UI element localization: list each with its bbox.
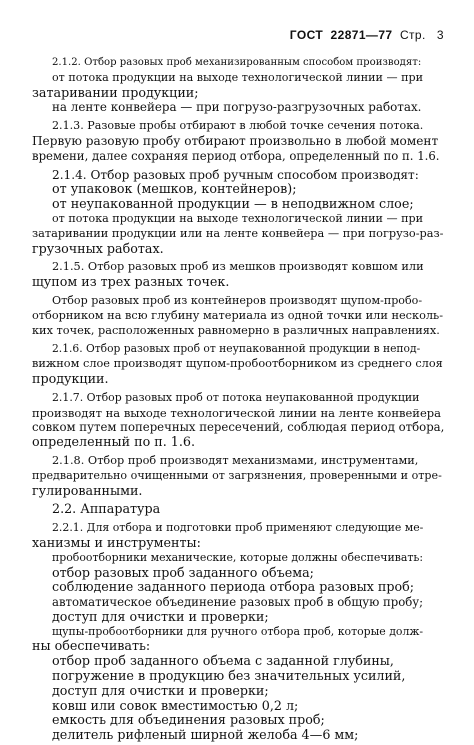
text-line: Отбор разовых проб из контейнеров производят щупом-пробо- xyxy=(52,293,423,307)
text-line: соблюдение заданного периода отбора разовых проб; xyxy=(52,580,415,595)
text-line: ханизмы и инструменты: xyxy=(32,535,201,550)
text-line: Первую разовую пробу отбирают произвольно в любой момент xyxy=(32,133,439,148)
text-line: 2.1.6. Отбор разовых проб от неупакованной продукции в непод- xyxy=(52,342,421,356)
text-line: доступ для очистки и проверки; xyxy=(52,683,269,698)
text-line: затаривании продукции; xyxy=(32,85,199,100)
text-line: продукции. xyxy=(32,371,109,386)
text-line: 2.1.2. Отбор разовых проб механизированным способом производят: xyxy=(52,57,422,68)
text-line: предварительно очищенными от загрязнения, проверенными и отре- xyxy=(32,468,442,482)
page-label: Стр. xyxy=(399,28,426,42)
text-line: 2.1.5. Отбор разовых проб из мешков производят ковшом или xyxy=(52,260,424,274)
text-line: 2.1.7. Отбор разовых проб от потока неупакованной продукции xyxy=(52,390,420,404)
text-line: делитель рифленый ширной желоба 4—6 мм; xyxy=(52,728,359,743)
text-line: емкость для объединения разовых проб; xyxy=(52,713,325,728)
text-line: от упаковок (мешков, контейнеров); xyxy=(52,182,297,197)
text-line: щупом из трех разных точек. xyxy=(32,275,230,290)
text-line: производят на выходе технологической линии на ленте конвейера xyxy=(32,405,441,420)
text-line: грузочных работах. xyxy=(32,241,164,256)
text-line: погружение в продукцию без значительных усилий, xyxy=(52,669,406,684)
text-line: ковш или совок вместимостью 0,2 л; xyxy=(52,698,299,713)
text-line: от потока продукции на выходе технологической линии — при xyxy=(52,70,423,84)
text-line: вижном слое производят щупом-пробоотборником из среднего слоя xyxy=(32,357,443,371)
page-number: 3 xyxy=(436,28,444,42)
text-line: 2.2.1. Для отбора и подготовки проб применяют следующие ме- xyxy=(52,521,424,535)
gost-number: 22871—77 xyxy=(330,28,393,42)
text-line: пробоотборники механические, которые должны обеспечивать: xyxy=(52,550,424,564)
text-line: отбор проб заданного объема с заданной глубины, xyxy=(52,654,394,669)
text-line: от неупакованной продукции — в неподвижном слое; xyxy=(52,197,414,212)
text-line: определенный по п. 1.6. xyxy=(32,435,195,450)
text-line: автоматическое объединение разовых проб в общую пробу; xyxy=(52,595,424,610)
text-line: отбор разовых проб заданного объема; xyxy=(52,565,314,580)
text-line: ны обеспечивать: xyxy=(32,639,151,654)
text-line: 2.1.4. Отбор разовых проб ручным способом производят: xyxy=(52,167,419,182)
text-line: совком путем поперечных пересечений, соблюдая период отбора, xyxy=(32,420,444,435)
page-header xyxy=(290,28,444,42)
text-line: доступ для очистки и проверки; xyxy=(52,609,269,624)
text-line: 2.1.8. Отбор проб производят механизмами, инструментами, xyxy=(52,453,419,467)
text-line: затаривании продукции или на ленте конвейера — при погрузо-раз- xyxy=(32,226,444,240)
text-line: ких точек, расположенных равномерно в различных направлениях. xyxy=(32,323,440,337)
gost-label: ГОСТ xyxy=(289,28,324,42)
text-line: гулированными. xyxy=(32,483,143,498)
text-line: 2.2. Аппаратура xyxy=(52,502,161,517)
document-body xyxy=(32,56,444,743)
text-line: щупы-пробоотборники для ручного отбора проб, которые долж- xyxy=(52,624,424,638)
text-line: отборником на всю глубину материала из одной точки или несколь- xyxy=(32,308,444,322)
text-line: на ленте конвейера — при погрузо-разгрузочных работах. xyxy=(52,100,422,115)
text-line: от потока продукции на выходе технологической линии — при xyxy=(52,211,423,225)
text-line: времени, далее сохраняя период отбора, определенный по п. 1.6. xyxy=(32,148,440,163)
text-line: 2.1.3. Разовые пробы отбирают в любой точке сечения потока. xyxy=(52,119,424,133)
